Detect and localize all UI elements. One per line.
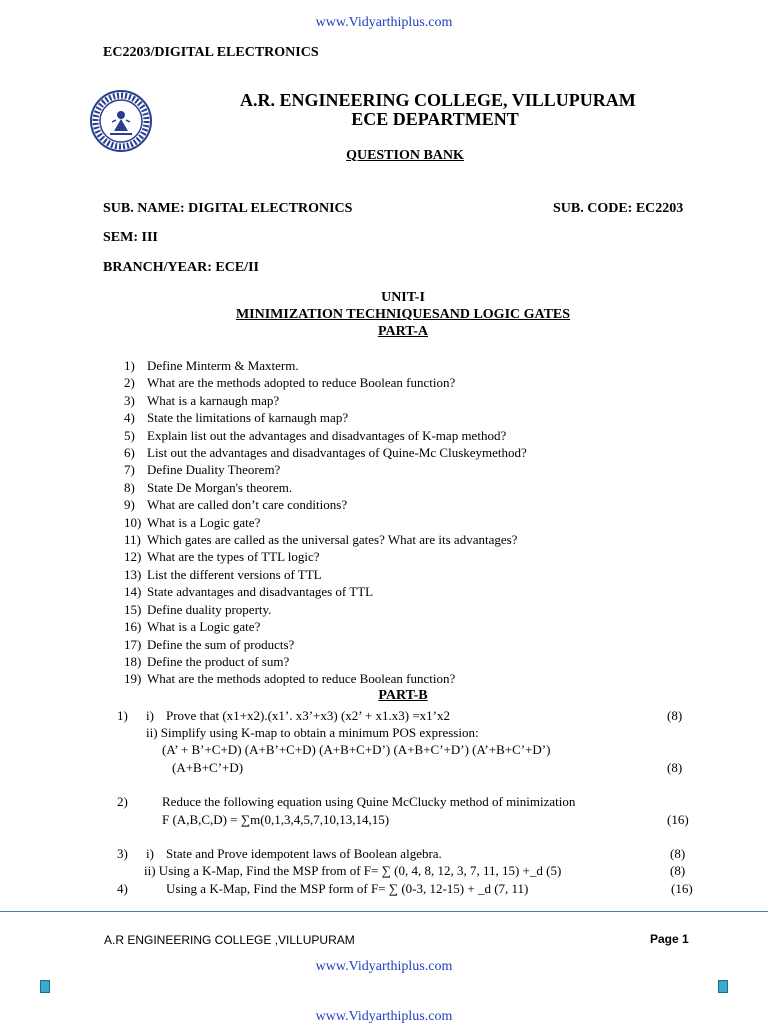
page-number: Page 1 xyxy=(650,932,689,946)
list-item xyxy=(124,392,527,409)
question-text: Define the sum of products? xyxy=(147,636,295,652)
college-seal-icon xyxy=(90,90,152,152)
question-number: 4) xyxy=(117,881,128,896)
bookmark-icon xyxy=(40,980,50,993)
question-text: ii) Simplify using K-map to obtain a minimum POS expression: xyxy=(146,725,479,740)
question-text: Explain list out the advantages and disadvantages of K-map method? xyxy=(147,427,507,443)
list-item xyxy=(124,618,527,635)
doc-title: QUESTION BANK xyxy=(346,148,464,163)
list-item xyxy=(124,514,527,531)
college-name: A.R. ENGINEERING COLLEGE, VILLUPURAM xyxy=(240,90,636,110)
question-text: What is a karnaugh map? xyxy=(147,392,280,408)
question-number: 1) xyxy=(117,708,128,723)
list-item xyxy=(124,636,527,653)
question-number: 18) xyxy=(124,653,142,669)
question-number: 10) xyxy=(124,514,142,530)
branch-year: BRANCH/YEAR: ECE/II xyxy=(103,260,259,275)
department-name: ECE DEPARTMENT xyxy=(351,109,519,129)
marks: (8) xyxy=(667,708,683,723)
question-number: 15) xyxy=(124,601,142,617)
question-text: Define Duality Theorem? xyxy=(147,462,281,478)
list-item xyxy=(124,583,527,600)
question-text: List the different versions of TTL xyxy=(147,566,322,582)
expression: (A+B+C’+D) xyxy=(172,760,244,775)
sub-question-label: i) xyxy=(146,846,154,861)
question-text: What are the types of TTL logic? xyxy=(147,549,320,565)
question-text: Define the product of sum? xyxy=(147,653,290,669)
question-number: 2) xyxy=(117,794,128,809)
question-text: What is a Logic gate? xyxy=(147,619,261,635)
marks: (16) xyxy=(667,812,689,827)
list-item xyxy=(124,566,527,583)
question-number: 12) xyxy=(124,549,142,565)
list-item xyxy=(124,653,527,670)
list-item xyxy=(124,479,527,496)
question-number: 8) xyxy=(124,479,135,495)
footer-college: A.R ENGINEERING COLLEGE ,VILLUPURAM xyxy=(104,933,355,947)
marks: (16) xyxy=(671,881,693,896)
question-text: What are called don’t care conditions? xyxy=(147,497,348,513)
site-link-top[interactable]: www.Vidyarthiplus.com xyxy=(315,15,453,30)
question-number: 1) xyxy=(124,358,135,373)
sub-question-label: i) xyxy=(146,708,154,723)
expression: F (A,B,C,D) = ∑m(0,1,3,4,5,7,10,13,14,15) xyxy=(162,812,390,827)
list-item xyxy=(124,548,527,565)
list-item xyxy=(124,670,527,687)
list-item xyxy=(124,601,527,618)
question-text: Define duality property. xyxy=(147,601,272,617)
footer-divider xyxy=(0,911,768,912)
marks: (8) xyxy=(670,846,686,861)
unit-title: UNIT-I xyxy=(381,290,425,305)
question-text: What are the methods adopted to reduce Boolean function? xyxy=(147,671,456,687)
unit-subtitle: MINIMIZATION TECHNIQUESAND LOGIC GATES xyxy=(235,307,571,322)
semester: SEM: III xyxy=(103,230,158,245)
question-text: Reduce the following equation using Quine McClucky method of minimization xyxy=(162,794,576,809)
question-text: ii) Using a K-Map, Find the MSP from of F= ∑ (0, 4, 8, 12, 3, 7, 11, 15) +_d (5) xyxy=(144,863,562,878)
part-b-heading: PART-B xyxy=(378,688,428,703)
question-number: 16) xyxy=(124,619,142,635)
question-number: 13) xyxy=(124,566,142,582)
question-number: 3) xyxy=(124,392,135,408)
question-number: 11) xyxy=(124,532,141,548)
question-text: Using a K-Map, Find the MSP form of F= ∑ (0-3, 12-15) + _d (7, 11) xyxy=(166,881,529,896)
list-item xyxy=(124,427,527,444)
question-number: 6) xyxy=(124,445,135,461)
question-number: 7) xyxy=(124,462,135,478)
part-a-question-list xyxy=(124,357,527,688)
course-code: EC2203/DIGITAL ELECTRONICS xyxy=(103,45,319,60)
question-number: 3) xyxy=(117,846,128,861)
college-logo xyxy=(90,90,152,152)
sub-name: SUB. NAME: DIGITAL ELECTRONICS xyxy=(103,201,353,216)
marks: (8) xyxy=(670,863,686,878)
site-link-footer[interactable]: www.Vidyarthiplus.com xyxy=(315,959,453,974)
question-text: What is a Logic gate? xyxy=(147,514,261,530)
site-link-bottom[interactable]: www.Vidyarthiplus.com xyxy=(315,1009,453,1024)
question-text: What are the methods adopted to reduce Boolean function? xyxy=(147,375,456,391)
question-number: 4) xyxy=(124,410,135,426)
question-number: 19) xyxy=(124,671,142,687)
question-number: 2) xyxy=(124,375,135,391)
list-item xyxy=(124,531,527,548)
question-text: Which gates are called as the universal gates? What are its advantages? xyxy=(147,532,518,548)
list-item xyxy=(124,374,527,391)
question-text: Prove that (x1+x2).(x1’. x3’+x3) (x2’ + x1.x3) =x1’x2 xyxy=(166,708,450,723)
question-number: 17) xyxy=(124,636,142,652)
question-text: Define Minterm & Maxterm. xyxy=(147,358,299,373)
bookmark-icon xyxy=(718,980,728,993)
question-text: State the limitations of karnaugh map? xyxy=(147,410,349,426)
list-item xyxy=(124,461,527,478)
part-a-heading: PART-A xyxy=(377,324,429,339)
list-item xyxy=(124,409,527,426)
list-item xyxy=(124,444,527,461)
list-item xyxy=(124,496,527,513)
expression: (A’ + B’+C+D) (A+B’+C+D) (A+B+C+D’) (A+B+C’+D’) (A’+B+C’+D’) xyxy=(162,742,551,757)
marks: (8) xyxy=(667,760,683,775)
question-text: List out the advantages and disadvantages of Quine-Mc Cluskeymethod? xyxy=(147,445,527,461)
question-text: State advantages and disadvantages of TTL xyxy=(147,584,374,600)
question-number: 9) xyxy=(124,497,135,513)
question-text: State De Morgan's theorem. xyxy=(147,479,293,495)
question-number: 14) xyxy=(124,584,142,600)
list-item xyxy=(124,357,527,374)
question-text: State and Prove idempotent laws of Boolean algebra. xyxy=(166,846,442,861)
question-number: 5) xyxy=(124,427,135,443)
sub-code: SUB. CODE: EC2203 xyxy=(553,201,684,216)
